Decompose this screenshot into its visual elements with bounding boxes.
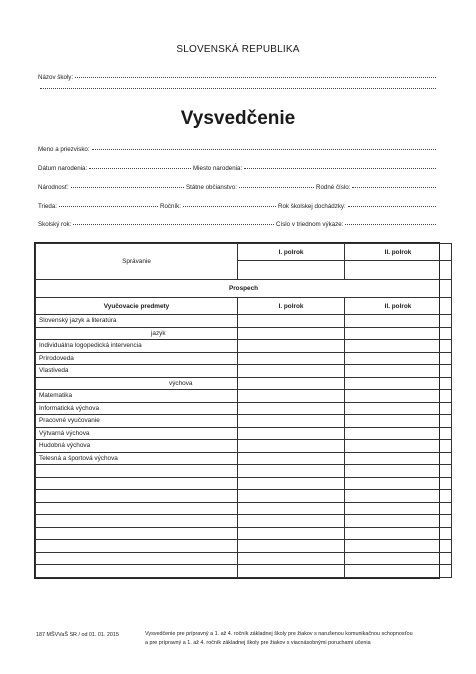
subject-name: Slovenský jazyk a literatúra: [36, 315, 238, 328]
nationality-label: Národnosť:: [38, 184, 69, 191]
grade-semester2-cell[interactable]: [345, 527, 452, 540]
grade-semester1-cell[interactable]: [238, 415, 345, 428]
fill-line: [89, 167, 191, 169]
grade-semester2-cell[interactable]: [345, 565, 452, 578]
subject-row: [36, 540, 452, 553]
behavior-semester1-cell[interactable]: [238, 261, 345, 280]
grade-semester2-cell[interactable]: [345, 427, 452, 440]
school-year-label: Školský rok:: [38, 221, 72, 228]
birth-place-label: Miesto narodenia:: [193, 165, 243, 172]
name-field[interactable]: [38, 146, 438, 153]
citizenship-field[interactable]: [186, 184, 316, 191]
form-description: [145, 630, 445, 648]
fill-line: [348, 205, 436, 207]
grade-semester2-cell[interactable]: [345, 502, 452, 515]
grade-semester1-cell[interactable]: [238, 465, 345, 478]
subject-name: [36, 490, 238, 503]
grade-semester1-cell[interactable]: [238, 477, 345, 490]
grade-semester1-cell[interactable]: [238, 440, 345, 453]
subject-row: [36, 527, 452, 540]
school-name-label: Názov školy:: [38, 74, 74, 81]
subjects-header: Vyučovacie predmety: [36, 298, 238, 315]
grade-semester2-cell[interactable]: [345, 390, 452, 403]
subject-name: Individuálna logopedická intervencia: [36, 340, 238, 353]
nationality-row: [38, 184, 438, 191]
subject-row: [36, 365, 452, 378]
grade-semester1-cell[interactable]: [238, 490, 345, 503]
subject-name: [36, 527, 238, 540]
subject-name: Hudobná výchova: [36, 440, 238, 453]
grade-semester1-cell[interactable]: [238, 352, 345, 365]
subject-name: [36, 565, 238, 578]
subject-row: [36, 352, 452, 365]
grade-semester1-cell[interactable]: [238, 315, 345, 328]
school-name-field[interactable]: [38, 74, 438, 81]
fill-line: [352, 186, 436, 188]
fill-line: [239, 186, 314, 188]
subject-name: Výtvarná výchova: [36, 427, 238, 440]
fill-line: [73, 223, 274, 225]
grades-table: [34, 242, 440, 579]
grade-semester1-cell[interactable]: [238, 340, 345, 353]
subject-row: [36, 515, 452, 528]
grade-semester1-cell[interactable]: [238, 452, 345, 465]
behavior-semester2-header: II. polrok: [345, 244, 452, 261]
subject-row: [36, 565, 452, 578]
grade-semester1-cell[interactable]: [238, 552, 345, 565]
school-year-field[interactable]: [38, 221, 276, 228]
grade-semester2-cell[interactable]: [345, 465, 452, 478]
subject-row: [36, 465, 452, 478]
grade-semester2-cell[interactable]: [345, 452, 452, 465]
grade-semester1-cell[interactable]: [238, 540, 345, 553]
behavior-label: Správanie: [36, 244, 238, 280]
section-heading: Prospech: [36, 280, 452, 298]
birth-number-field[interactable]: [316, 184, 438, 191]
subject-name: [36, 477, 238, 490]
form-description-line-2: a pre prípravný a 1. až 4. ročník základnej školy pre žiakov s viacnásobnými poruchami učenia: [145, 640, 371, 646]
fill-line: [59, 205, 158, 207]
behavior-semester1-header: I. polrok: [238, 244, 345, 261]
subject-name: [36, 465, 238, 478]
grade-semester2-cell[interactable]: [345, 490, 452, 503]
subject-name: [36, 552, 238, 565]
grade-semester1-cell[interactable]: [238, 565, 345, 578]
subject-name: jazyk: [36, 327, 238, 340]
subject-row: [36, 502, 452, 515]
subject-name: výchova: [36, 377, 238, 390]
subject-row: [36, 440, 452, 453]
subject-row: [36, 427, 452, 440]
fill-line: [345, 223, 436, 225]
grade-semester2-cell[interactable]: [345, 440, 452, 453]
grade-semester2-cell[interactable]: [345, 540, 452, 553]
school-name-field-continued[interactable]: [38, 88, 438, 90]
subject-row: [36, 315, 452, 328]
grade-semester2-cell[interactable]: [345, 340, 452, 353]
fill-line: [71, 186, 184, 188]
register-number-label: Číslo v triednom výkaze:: [276, 221, 344, 228]
grade-semester1-cell[interactable]: [238, 502, 345, 515]
subject-name: Vlastiveda: [36, 365, 238, 378]
fill-line: [40, 88, 436, 89]
subject-name: Prírodoveda: [36, 352, 238, 365]
grade-semester2-cell[interactable]: [345, 327, 452, 340]
fill-line: [244, 167, 436, 169]
birth-number-label: Rodné číslo:: [316, 184, 351, 191]
class-field[interactable]: [38, 203, 160, 210]
behavior-semester2-cell[interactable]: [345, 261, 452, 280]
grade-semester1-cell[interactable]: [238, 390, 345, 403]
birth-place-field[interactable]: [193, 165, 438, 172]
fill-line: [75, 76, 436, 78]
subject-row: [36, 390, 452, 403]
form-code: 187 MŠVVaŠ SR / od 01. 01. 2015: [36, 632, 119, 638]
grade-semester2-cell[interactable]: [345, 402, 452, 415]
birth-date-field[interactable]: [38, 165, 193, 172]
country-heading: SLOVENSKÁ REPUBLIKA: [176, 44, 300, 55]
grade-semester2-cell[interactable]: [345, 415, 452, 428]
grade-label: Ročník:: [160, 203, 181, 210]
school-year-row: [38, 221, 438, 228]
grade-field[interactable]: [160, 203, 278, 210]
grade-semester2-cell[interactable]: [345, 352, 452, 365]
nationality-field[interactable]: [38, 184, 186, 191]
birth-row: [38, 165, 438, 172]
grade-semester2-cell[interactable]: [345, 515, 452, 528]
grade-semester2-cell[interactable]: [345, 377, 452, 390]
name-label: Meno a priezvisko:: [38, 146, 90, 153]
subject-name: Informatická výchova: [36, 402, 238, 415]
subject-row: [36, 552, 452, 565]
subject-row: [36, 377, 452, 390]
subject-row: [36, 415, 452, 428]
class-row: [38, 203, 438, 210]
grade-semester1-cell[interactable]: [238, 327, 345, 340]
subject-name: Matematika: [36, 390, 238, 403]
subject-row: [36, 327, 452, 340]
birth-date-label: Dátum narodenia:: [38, 165, 88, 172]
subject-row: [36, 452, 452, 465]
subject-row: [36, 477, 452, 490]
subject-row: [36, 340, 452, 353]
grade-semester1-cell[interactable]: [238, 365, 345, 378]
grade-semester1-cell[interactable]: [238, 377, 345, 390]
subject-name: [36, 502, 238, 515]
grade-semester1-cell[interactable]: [238, 427, 345, 440]
document-title: Vysvedčenie: [180, 108, 296, 129]
subject-name: Telesná a športová výchova: [36, 452, 238, 465]
subject-row: [36, 402, 452, 415]
subject-name: [36, 540, 238, 553]
fill-line: [92, 148, 436, 150]
grade-semester2-cell[interactable]: [345, 552, 452, 565]
grade-semester2-cell[interactable]: [345, 477, 452, 490]
attendance-year-field[interactable]: [278, 203, 438, 210]
grade-semester1-cell[interactable]: [238, 515, 345, 528]
grade-semester1-cell[interactable]: [238, 402, 345, 415]
subject-name: Pracovné vyučovanie: [36, 415, 238, 428]
form-description-line-1: Vysvedčenie pre prípravný a 1. až 4. ročník základnej školy pre žiakov s narušenou komunikačnou schopnosťou: [145, 631, 413, 637]
register-number-field[interactable]: [276, 221, 438, 228]
class-label: Trieda:: [38, 203, 58, 210]
subject-name: [36, 515, 238, 528]
attendance-year-label: Rok školskej dochádzky:: [278, 203, 346, 210]
fill-line: [183, 205, 276, 207]
citizenship-label: Štátne občianstvo:: [186, 184, 237, 191]
grade-semester2-cell[interactable]: [345, 365, 452, 378]
grade-semester1-cell[interactable]: [238, 527, 345, 540]
semester2-header: II. polrok: [345, 298, 452, 315]
subject-row: [36, 490, 452, 503]
grade-semester2-cell[interactable]: [345, 315, 452, 328]
semester1-header: I. polrok: [238, 298, 345, 315]
